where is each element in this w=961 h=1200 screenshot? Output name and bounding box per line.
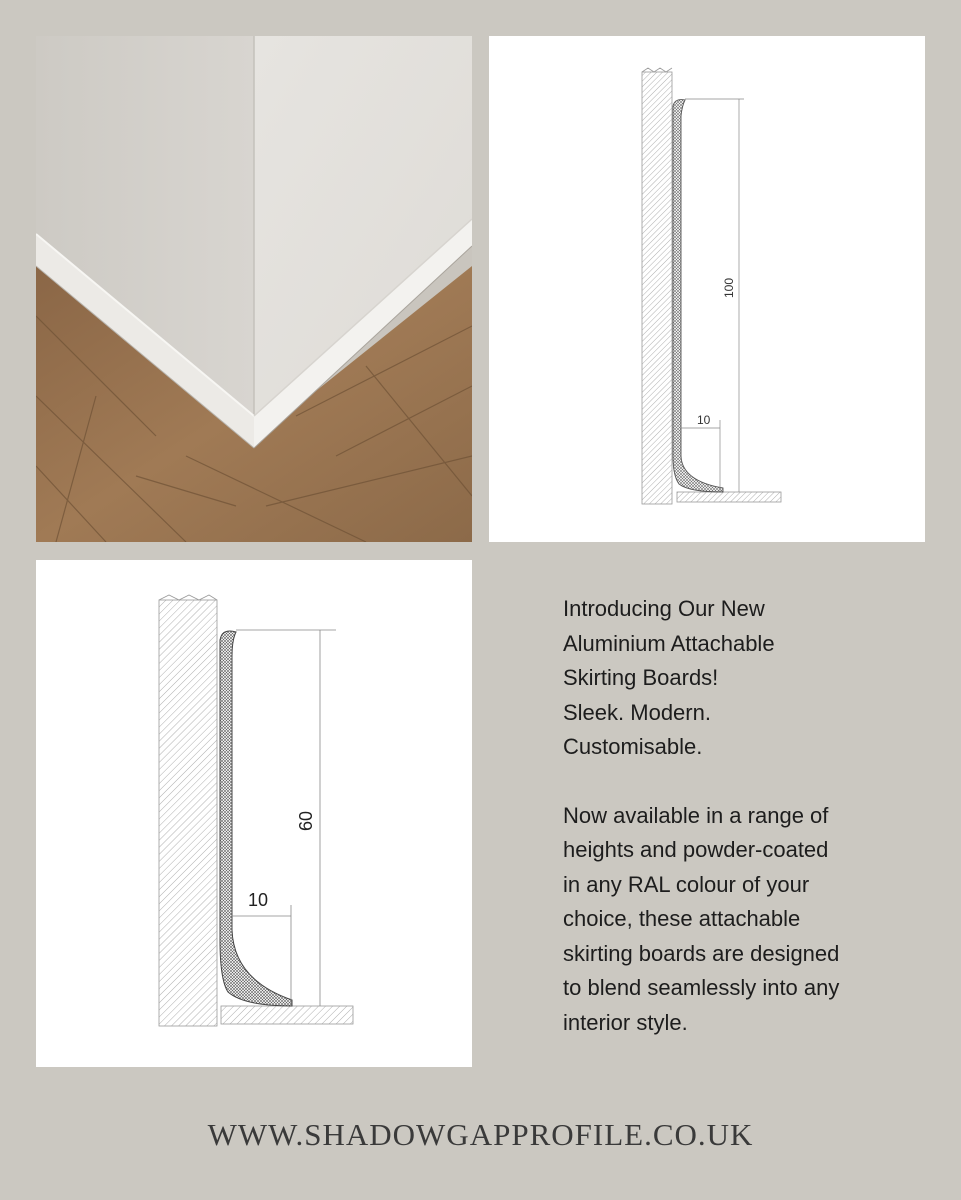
body-line: interior style. <box>563 1009 688 1035</box>
height-label-100: 100 <box>722 277 736 298</box>
headline-line: Sleek. Modern. <box>563 699 711 725</box>
headline-line: Customisable. <box>563 734 703 759</box>
depth-label-100: 10 <box>697 413 711 427</box>
profile-drawing-60 <box>36 560 472 1067</box>
height-label-60: 60 <box>296 810 316 831</box>
body-line: in any RAL colour of your <box>563 871 810 897</box>
headline-line: Introducing Our New <box>563 596 765 621</box>
depth-label-60: 10 <box>248 890 269 910</box>
skirting-corner-image <box>36 36 472 542</box>
profile-diagram-100 <box>489 36 925 542</box>
website-url: WWW.SHADOWGAPPROFILE.CO.UK <box>207 1117 754 1152</box>
profile-drawing-100 <box>489 36 925 542</box>
headline-line: Skirting Boards! <box>563 665 719 690</box>
intro-copy <box>563 592 893 1040</box>
skirting-photo <box>36 36 472 542</box>
body-line: choice, these attachable <box>563 906 801 931</box>
paragraph-spacer <box>563 765 893 799</box>
body-line: skirting boards are designed <box>563 940 840 966</box>
body-line: to blend seamlessly into any <box>563 975 840 1000</box>
body-line: Now available in a range of <box>563 802 829 828</box>
profile-diagram-60 <box>36 560 472 1067</box>
body-line: heights and powder-coated <box>563 837 829 862</box>
headline-line: Aluminium Attachable <box>563 630 775 656</box>
